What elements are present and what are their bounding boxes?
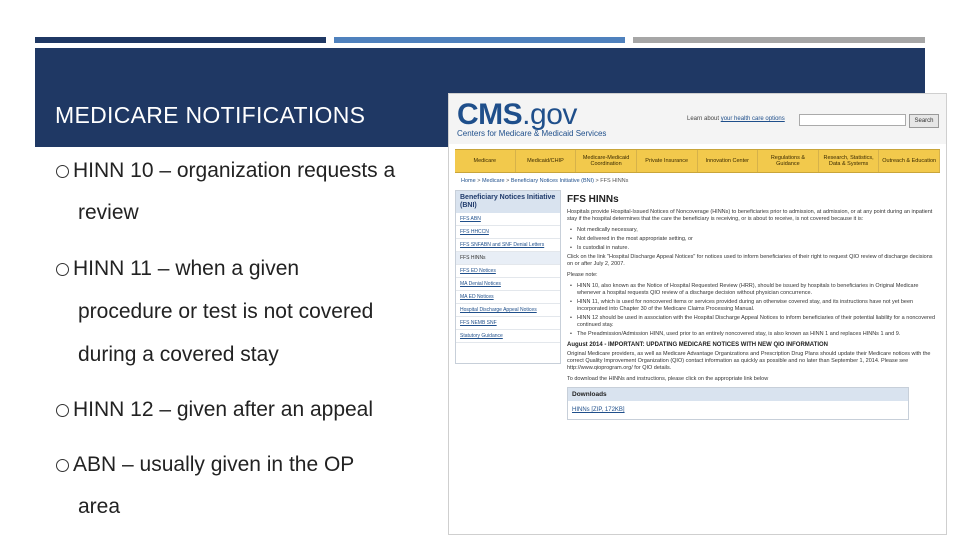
health-care-options-link[interactable]: your health care options xyxy=(720,116,785,122)
intro-paragraph: Hospitals provide Hospital-Issued Notices of Noncoverage (HINNs) to beneficiaries prior to admission, at admission, or at any point during an inpatient stay if the hospital determines that the care the beneficiary is receiving, or is about to receive, is not covered because it is: xyxy=(567,209,933,222)
circle-bullet-icon xyxy=(56,459,69,472)
sidebar-item[interactable]: FFS SNFABN and SNF Denial Letters xyxy=(456,239,560,252)
note-item: • HINN 10, also known as the Notice of Hospital Requested Review (HRR), should be issued by hospitals to beneficiaries in Original Medicare whenever a hospital requests QIO review of a discharge decision without physician concurrence. xyxy=(567,283,939,297)
bullet-continuation: during a covered stay xyxy=(78,343,279,366)
bullet-continuation: review xyxy=(78,201,139,224)
note-label: Please note: xyxy=(567,272,598,278)
sidebar-item[interactable]: FFS HHCCN xyxy=(456,226,560,239)
circle-bullet-icon xyxy=(56,165,69,178)
search-input[interactable] xyxy=(799,114,906,126)
accent-bar-gray xyxy=(633,37,925,43)
nav-item[interactable]: Medicare-Medicaid Coordination xyxy=(576,150,637,172)
nav-item[interactable]: Regulations & Guidance xyxy=(758,150,819,172)
bullet-continuation: area xyxy=(78,495,121,518)
circle-bullet-icon xyxy=(56,263,69,276)
nav-item[interactable]: Medicare xyxy=(455,150,516,172)
update-paragraph: Original Medicare providers, as well as Medicare Advantage Organizations and Prescription Drug Plans should update their Medicare notices with the correct Quality Improvement Organization (QIO) contact information as quickly as possible and no later than September 1, 2014. Please see http://www.qioprogram.org/ for QIO details. xyxy=(567,351,931,371)
download-link[interactable]: HINNs [ZIP, 172KB] xyxy=(572,407,625,413)
sidebar-item[interactable]: FFS ED Notices xyxy=(456,265,560,278)
sidebar-item-active[interactable]: FFS HINNs xyxy=(456,252,560,265)
sidebar-item[interactable]: MA ED Notices xyxy=(456,291,560,304)
downloads-box xyxy=(567,387,909,420)
nav-item[interactable]: Medicaid/CHIP xyxy=(516,150,577,172)
sidebar-item[interactable]: FFS ABN xyxy=(456,213,560,226)
breadcrumb: Home > Medicare > Beneficiary Notices Initiative (BNI) > FFS HINNs xyxy=(461,178,629,184)
circle-bullet-icon xyxy=(56,404,69,417)
sidebar-item[interactable]: Hospital Discharge Appeal Notices xyxy=(456,304,560,317)
accent-bar-blue xyxy=(334,37,625,43)
click-instruction: Click on the link "Hospital Discharge Appeal Notices" for notices used to inform beneficiaries of their right to request QIO review of discharge decisions on or after July 2, 2007. xyxy=(567,254,933,267)
bullet-item: ABN – usually given in the OP xyxy=(56,453,354,477)
learn-about-text: Learn about your health care options xyxy=(687,116,785,122)
accent-bar-dark xyxy=(35,37,326,43)
nav-item[interactable]: Innovation Center xyxy=(698,150,759,172)
reason-item: • Not medically necessary, xyxy=(567,227,939,234)
logo-subtitle: Centers for Medicare & Medicaid Services xyxy=(457,129,607,138)
reason-item: • Is custodial in nature. xyxy=(567,245,939,252)
main-nav xyxy=(455,149,940,173)
page-title: FFS HINNs xyxy=(567,194,619,205)
nav-item[interactable]: Outreach & Education xyxy=(879,150,940,172)
left-sidebar xyxy=(455,190,561,364)
breadcrumb-current: FFS HINNs xyxy=(600,178,629,184)
cms-webpage-screenshot xyxy=(448,93,947,535)
main-content xyxy=(567,194,939,420)
bullet-item: HINN 10 – organization requests a xyxy=(56,159,395,183)
reason-item: • Not delivered in the most appropriate setting, or xyxy=(567,236,939,243)
download-prompt: To download the HINNs and instructions, please click on the appropriate link below xyxy=(567,376,769,382)
search-button[interactable]: Search xyxy=(909,114,939,128)
sidebar-item[interactable]: MA Denial Notices xyxy=(456,278,560,291)
bullet-continuation: procedure or test is not covered xyxy=(78,300,374,323)
cms-logo: CMS.gov xyxy=(457,98,577,131)
breadcrumb-link[interactable]: Beneficiary Notices Initiative (BNI) xyxy=(510,178,594,184)
note-item: • The Preadmission/Admission HINN, used prior to an entirely noncovered stay, is also known as HINN 1 and replaces HINNs 1 and 9. xyxy=(567,331,939,338)
bullet-item: HINN 12 – given after an appeal xyxy=(56,398,373,422)
nav-item[interactable]: Research, Statistics, Data & Systems xyxy=(819,150,880,172)
sidebar-item[interactable]: FFS NEMB SNF xyxy=(456,317,560,330)
breadcrumb-link[interactable]: Medicare xyxy=(481,178,505,184)
slide-title: MEDICARE NOTIFICATIONS xyxy=(55,102,366,128)
sidebar-item[interactable]: Statutory Guidance xyxy=(456,330,560,343)
site-header xyxy=(449,94,946,144)
downloads-heading: Downloads xyxy=(568,388,908,401)
breadcrumb-link[interactable]: Home xyxy=(461,178,476,184)
nav-item[interactable]: Private Insurance xyxy=(637,150,698,172)
update-heading: August 2014 - IMPORTANT: UPDATING MEDICARE NOTICES WITH NEW QIO INFORMATION xyxy=(567,342,828,348)
note-item: • HINN 11, which is used for noncovered items or services provided during an otherwise covered stay, and its instructions have not yet been incorporated into Chapter 30 of the Medicare Claims Processing Manual. xyxy=(567,299,939,313)
bullet-item: HINN 11 – when a given xyxy=(56,257,299,281)
note-item: • HINN 12 should be used in association with the Hospital Discharge Appeal Notices to inform beneficiaries of their potential liability for a noncovered continued stay. xyxy=(567,315,939,329)
sidebar-heading: Beneficiary Notices Initiative (BNI) xyxy=(456,191,560,213)
